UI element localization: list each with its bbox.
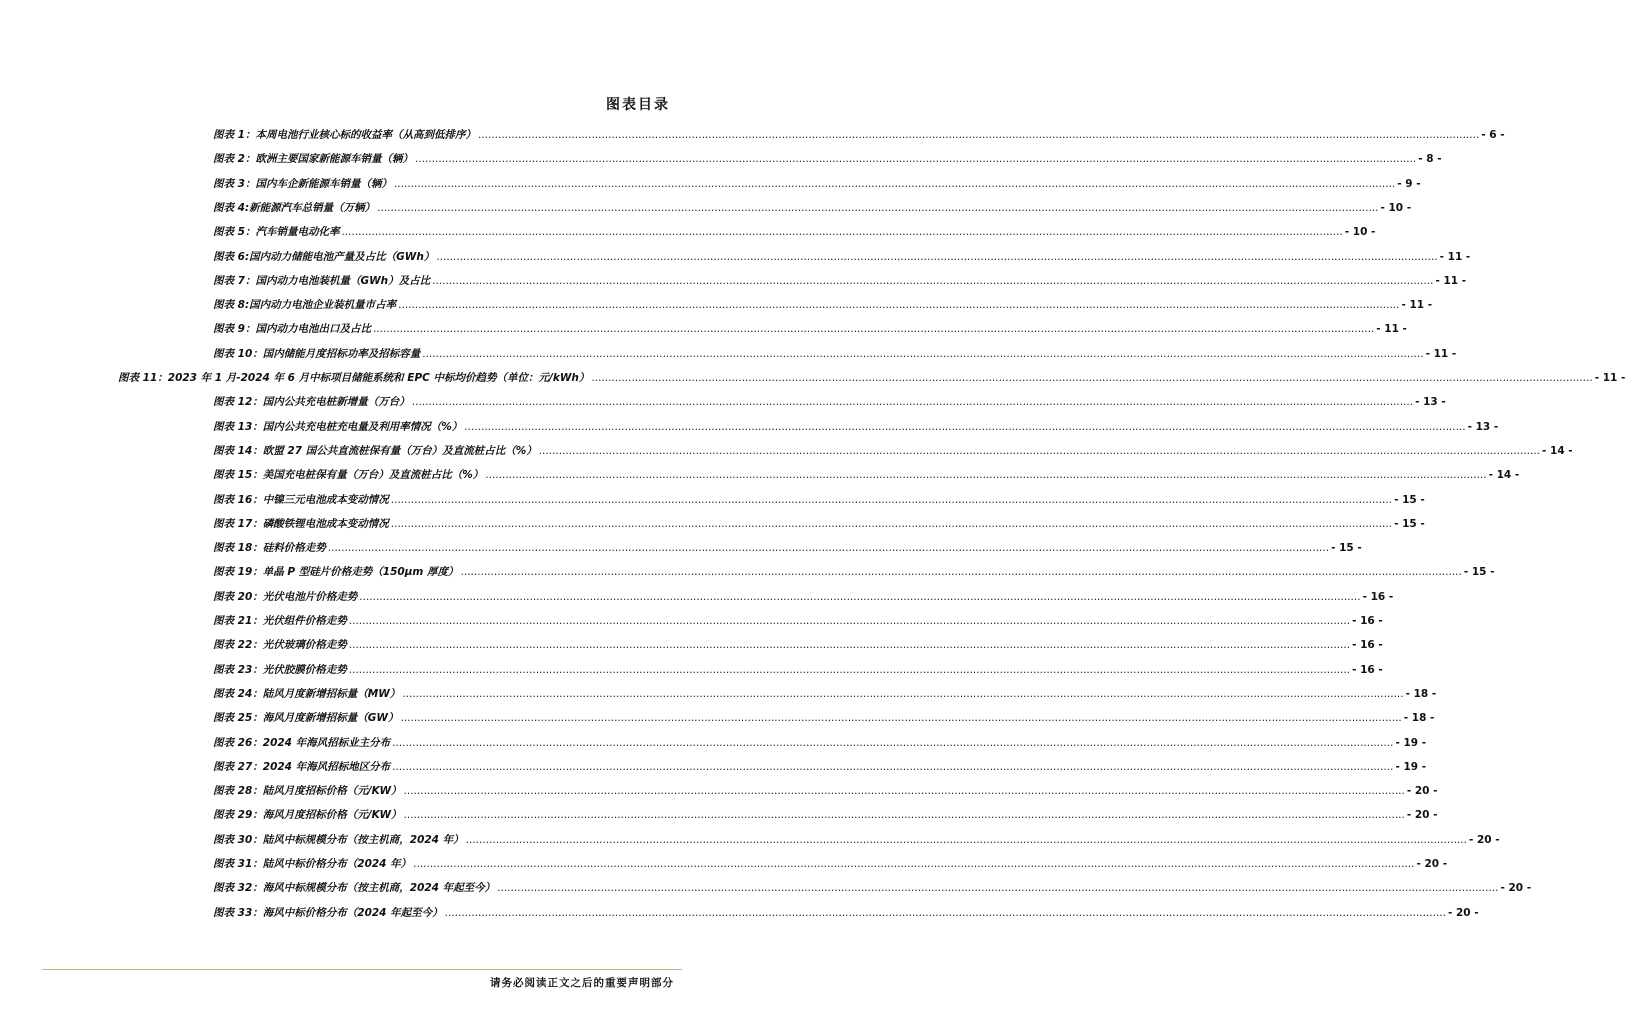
toc-entry[interactable] [213,857,1448,871]
toc-entry[interactable] [213,784,1438,798]
toc-entry-page: - 15 - [1331,542,1362,555]
toc-entry-label: 图表 5：汽车销量电动化率 [213,226,340,239]
toc-leader-dots: ............................................................................................................................................................................................................................................................................................................ [348,639,1351,652]
toc-entry-label: 图表 27：2024 年海风招标地区分布 [213,760,391,773]
toc-leader-dots: ............................................................................................................................................................................................................................................................................................................ [464,420,1466,433]
toc-entry-page: - 11 - [1376,323,1407,336]
toc-leader-dots: ............................................................................................................................................................................................................................................................................................................ [403,785,1405,798]
toc-leader-dots: ............................................................................................................................................................................................................................................................................................................ [398,299,1400,312]
toc-entry-page: - 19 - [1395,736,1427,749]
toc-entry-label: 图表 25：海风月度新增招标量（GW） [213,712,399,725]
toc-entry[interactable] [213,638,1383,652]
toc-entry-label: 图表 18：硅料价格走势 [213,542,326,555]
toc-leader-dots: ............................................................................................................................................................................................................................................................................................................ [372,323,1375,336]
toc-entry-page: - 16 - [1352,663,1383,676]
toc-entry-page: - 20 - [1416,858,1448,870]
toc-leader-dots: ............................................................................................................................................................................................................................................................................................................ [591,372,1593,384]
toc-entry[interactable] [213,395,1446,409]
toc-entry-label: 图表 14：欧盟 27 国公共直流桩保有量（万台）及直流桩占比（%） [213,444,537,457]
toc-entry-page: - 20 - [1468,833,1500,846]
toc-leader-dots: ............................................................................................................................................................................................................................................................................................................ [413,858,1415,870]
toc-leader-dots: ............................................................................................................................................................................................................................................................................................................ [436,250,1438,263]
toc-entry[interactable] [213,322,1407,336]
toc-entry-label: 图表 4:新能源汽车总销量（万辆） [213,201,376,214]
toc-leader-dots: ............................................................................................................................................................................................................................................................................................................ [400,712,1402,725]
toc-entry-label: 图表 1：本周电池行业核心标的收益率（从高到低排序） [213,129,476,141]
toc-leader-dots: ............................................................................................................................................................................................................................................................................................................ [538,444,1541,457]
toc-leader-dots: ............................................................................................................................................................................................................................................................................................................ [390,493,1393,506]
toc-entry[interactable] [213,128,1505,142]
toc-leader-dots: ............................................................................................................................................................................................................................................................................................................ [422,347,1424,360]
toc-entry-page: - 11 - [1594,372,1625,384]
toc-leader-dots: ............................................................................................................................................................................................................................................................................................................ [377,201,1379,214]
toc-entry-page: - 16 - [1352,615,1383,627]
toc-entry[interactable] [213,517,1425,531]
toc-entry-page: - 13 - [1467,420,1499,433]
toc-entry[interactable] [213,468,1520,482]
footer-divider [42,969,682,970]
toc-leader-dots: ............................................................................................................................................................................................................................................................................................................ [341,226,1343,239]
toc-entry-label: 图表 32：海风中标规模分布（按主机商，2024 年起至今） [213,882,496,895]
toc-entry-page: - 20 - [1447,906,1479,919]
toc-entry-label: 图表 19：单晶 P 型硅片价格走势（150μm 厚度） [213,566,459,579]
toc-entry-page: - 9 - [1397,177,1421,190]
toc-entry[interactable] [213,590,1394,604]
toc-entry-label: 图表 3：国内车企新能源车销量（辆） [213,177,392,190]
toc-entry-page: - 10 - [1380,201,1412,214]
toc-entry-label: 图表 21：光伏组件价格走势 [213,615,347,627]
toc-entry-label: 图表 2：欧洲主要国家新能源车销量（辆） [213,153,413,166]
toc-leader-dots: ............................................................................................................................................................................................................................................................................................................ [402,687,1404,700]
toc-entry-label: 图表 8:国内动力电池企业装机量市占率 [213,299,397,312]
toc-leader-dots: ............................................................................................................................................................................................................................................................................................................ [432,274,1434,287]
toc-leader-dots: ............................................................................................................................................................................................................................................................................................................ [485,469,1487,482]
toc-entry-label: 图表 24：陆风月度新增招标量（MW） [213,687,401,700]
toc-entry[interactable] [213,444,1573,458]
toc-entry[interactable] [213,760,1427,774]
toc-entry-page: - 6 - [1481,129,1505,141]
page-title: 图表目录 [606,97,670,113]
toc-entry-label: 图表 17：磷酸铁锂电池成本变动情况 [213,517,389,530]
toc-entry[interactable] [213,736,1427,750]
toc-entry-label: 图表 6:国内动力储能电池产量及占比（GWh） [213,250,435,263]
toc-entry-label: 图表 26：2024 年海风招标业主分布 [213,736,391,749]
toc-entry[interactable] [213,663,1383,677]
toc-entry-page: - 20 - [1406,809,1438,822]
toc-entry-page: - 11 - [1425,347,1457,360]
toc-entry[interactable] [213,201,1412,215]
toc-entry[interactable] [213,906,1479,920]
toc-entry-page: - 11 - [1435,274,1467,287]
toc-entry-label: 图表 31：陆风中标价格分布（2024 年） [213,858,412,870]
toc-entry-label: 图表 9：国内动力电池出口及占比 [213,323,371,336]
toc-entry-label: 图表 22：光伏玻璃价格走势 [213,639,347,652]
toc-leader-dots: ............................................................................................................................................................................................................................................................................................................ [327,542,1330,555]
toc-entry[interactable] [213,833,1500,847]
toc-entry[interactable] [213,420,1499,434]
toc-entry-page: - 15 - [1394,517,1425,530]
toc-entry-label: 图表 13：国内公共充电桩充电量及利用率情况（%） [213,420,463,433]
toc-entry-page: - 16 - [1362,590,1394,603]
toc-entry[interactable] [213,177,1421,191]
toc-entry[interactable] [213,565,1495,579]
toc-entry-label: 图表 10：国内储能月度招标功率及招标容量 [213,347,421,360]
toc-entry[interactable] [213,298,1433,312]
toc-entry-label: 图表 29：海风月度招标价格（元/KW） [213,809,402,822]
toc-leader-dots: ............................................................................................................................................................................................................................................................................................................ [348,663,1351,676]
toc-leader-dots: ............................................................................................................................................................................................................................................................................................................ [359,590,1361,603]
toc-entry-label: 图表 30：陆风中标规模分布（按主机商，2024 年） [213,833,464,846]
toc-entry-page: - 18 - [1405,687,1437,700]
toc-entry-page: - 20 - [1406,785,1438,798]
toc-entry-label: 图表 20：光伏电池片价格走势 [213,590,358,603]
toc-entry[interactable] [118,371,1625,385]
toc-entry-page: - 8 - [1418,153,1442,166]
toc-entry[interactable] [213,225,1376,239]
toc-entry-page: - 11 - [1401,299,1433,312]
toc-entry-label: 图表 15：美国充电桩保有量（万台）及直流桩占比（%） [213,469,484,482]
toc-entry-label: 图表 12：国内公共充电桩新增量（万台） [213,396,410,409]
toc-entry-label: 图表 28：陆风月度招标价格（元/KW） [213,785,402,798]
toc-entry-page: - 16 - [1352,639,1383,652]
toc-leader-dots: ............................................................................................................................................................................................................................................................................................................ [444,906,1446,919]
footer-disclaimer: 请务必阅读正文之后的重要声明部分 [490,977,674,989]
toc-entry[interactable] [213,614,1383,628]
toc-entry-page: - 15 - [1463,566,1495,579]
toc-leader-dots: ............................................................................................................................................................................................................................................................................................................ [477,129,1480,141]
toc-leader-dots: ............................................................................................................................................................................................................................................................................................................ [392,760,1394,773]
toc-entry-page: - 20 - [1500,882,1532,895]
toc-entry-page: - 10 - [1344,226,1376,239]
toc-entry[interactable] [213,493,1425,507]
toc-leader-dots: ............................................................................................................................................................................................................................................................................................................ [460,566,1462,579]
toc-entry-label: 图表 7：国内动力电池装机量（GWh）及占比 [213,274,431,287]
toc-entry-label: 图表 33：海风中标价格分布（2024 年起至今） [213,906,443,919]
toc-leader-dots: ............................................................................................................................................................................................................................................................................................................ [348,615,1351,627]
toc-entry-label: 图表 16：中镍三元电池成本变动情况 [213,493,389,506]
toc-leader-dots: ............................................................................................................................................................................................................................................................................................................ [392,736,1394,749]
toc-entry-page: - 11 - [1439,250,1471,263]
toc-entry[interactable] [213,541,1362,555]
toc-entry-page: - 14 - [1542,444,1573,457]
toc-entry[interactable] [213,274,1467,288]
toc-entry[interactable] [213,808,1438,822]
toc-entry[interactable] [213,347,1457,361]
toc-entry-page: - 18 - [1403,712,1435,725]
toc-entry-page: - 14 - [1488,469,1520,482]
toc-leader-dots: ............................................................................................................................................................................................................................................................................................................ [403,809,1405,822]
toc-entry-page: - 19 - [1395,760,1427,773]
toc-leader-dots: ............................................................................................................................................................................................................................................................................................................ [411,396,1414,409]
toc-entry-page: - 15 - [1394,493,1425,506]
toc-entry[interactable] [213,687,1437,701]
toc-entry[interactable] [213,152,1442,166]
toc-leader-dots: ............................................................................................................................................................................................................................................................................................................ [390,517,1393,530]
toc-entry-label: 图表 11：2023 年 1 月-2024 年 6 月中标项目储能系统和 EPC 中标均价趋势（单位：元/kWh） [118,372,590,384]
toc-entry[interactable] [213,250,1471,264]
toc-entry-label: 图表 23：光伏胶膜价格走势 [213,663,347,676]
toc-leader-dots: ............................................................................................................................................................................................................................................................................................................ [465,833,1467,846]
toc-entry-page: - 13 - [1415,396,1446,409]
toc-leader-dots: ............................................................................................................................................................................................................................................................................................................ [393,177,1396,190]
toc-entry[interactable] [213,711,1435,725]
toc-entry[interactable] [213,881,1532,895]
toc-leader-dots: ............................................................................................................................................................................................................................................................................................................ [497,882,1499,895]
toc-leader-dots: ............................................................................................................................................................................................................................................................................................................ [414,153,1417,166]
